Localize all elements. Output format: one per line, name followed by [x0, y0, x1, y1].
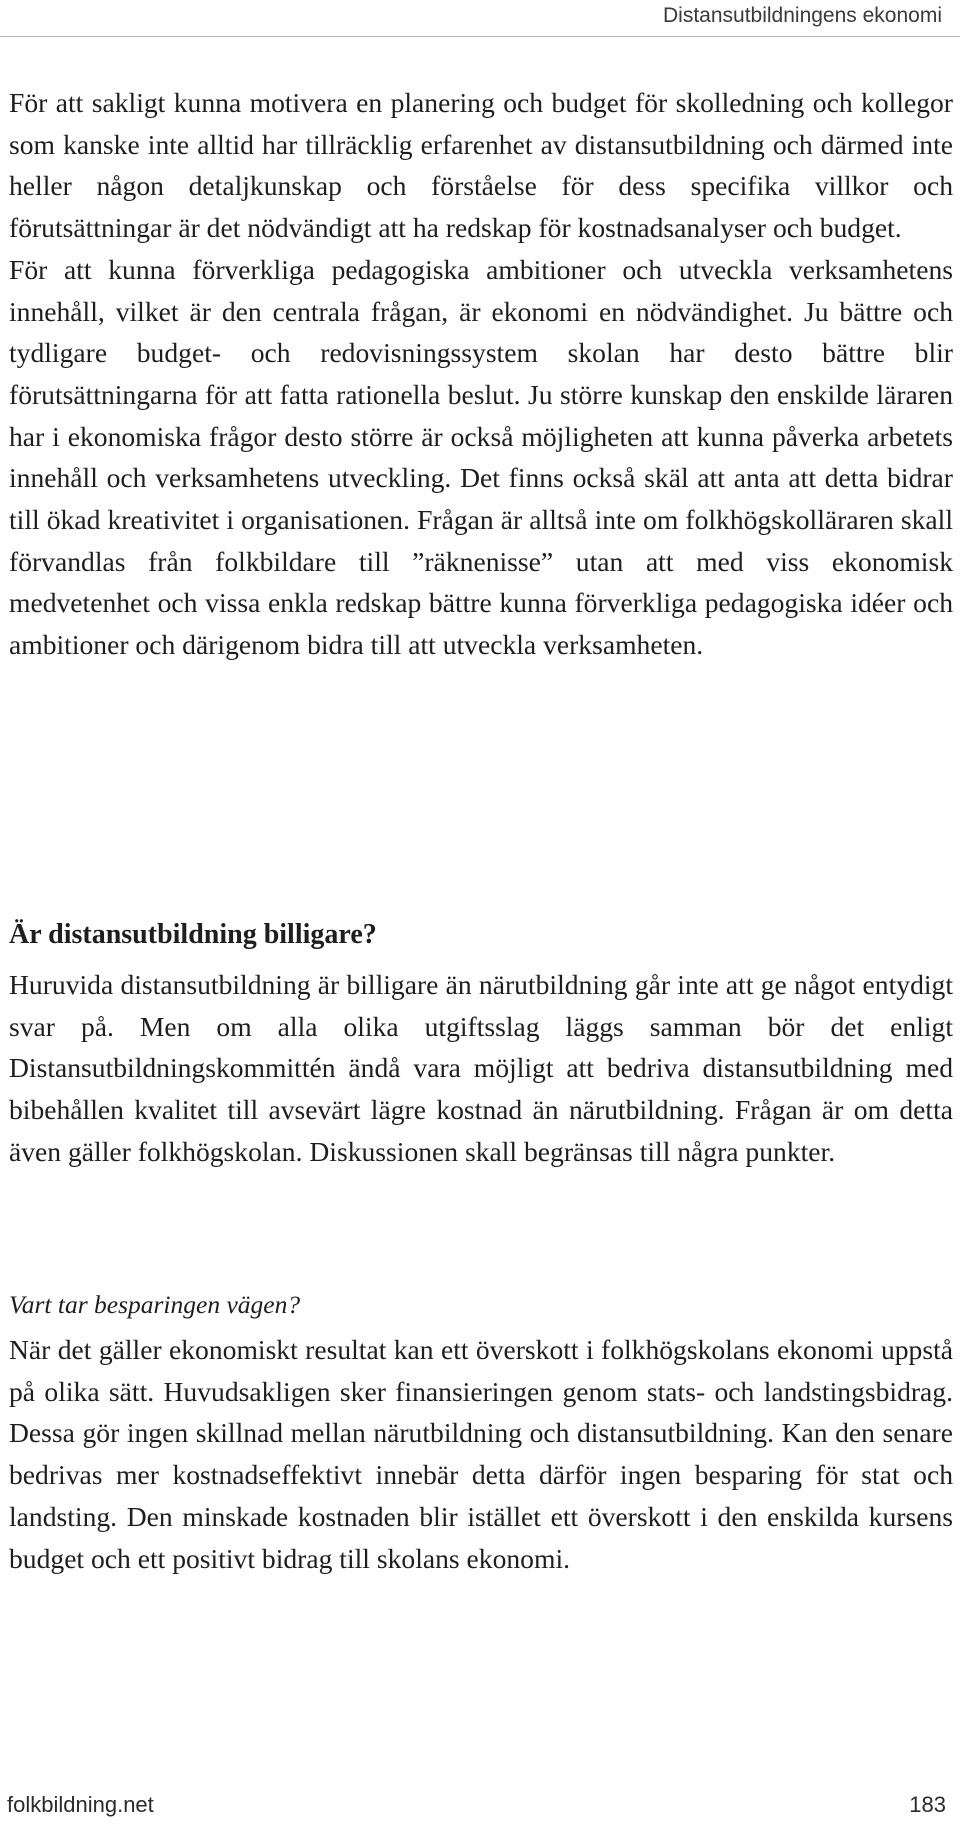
- page-number: 183: [909, 1792, 946, 1817]
- footer-site-link[interactable]: folkbildning.net: [7, 1792, 154, 1817]
- section-heading: Är distansutbildning billigare?: [9, 919, 377, 950]
- intro-paragraph-2: För att kunna förverkliga pedagogiska ambitioner och utveckla verksamhetens innehåll, vilket är den centrala frågan, är ekonomi en nödvändighet. Ju bättre och tydligare budget- och redovisningssystem skolan har desto bättre blir förutsättningarna för att fatta rationella beslut. Ju större kunskap den enskilde läraren har i ekonomiska frågor desto större är också möjligheten att kunna påverka arbetets innehåll och verksamhetens utveckling. Det finns också skäl att anta att detta bidrar till ökad kreativitet i organisationen. Frågan är alltså inte om folkhögskolläraren skall förvandlas från folkbildare till ”räknenisse” utan att med viss ekonomisk medvetenhet och vissa enkla redskap bättre kunna förverkliga pedagogiska idéer och ambitioner och därigenom bidra till att utveckla verksamheten.: [9, 253, 953, 661]
- subsection-paragraph: När det gäller ekonomiskt resultat kan ett överskott i folkhögskolans ekonomi uppstå på olika sätt. Huvudsakligen sker finansieringen genom stats- och landstingsbidrag. Dessa gör ingen skillnad mellan närutbildning och distansutbildning. Kan den senare bedrivas mer kostnadseffektivt innebär detta därför ingen besparing för stat och landsting. Den minskade kostnaden blir istället ett överskott i den enskilda kursens budget och ett positivt bidrag till skolans ekonomi.: [9, 1334, 953, 1574]
- intro-text: [9, 82, 953, 666]
- subsection-heading: Vart tar besparingen vägen?: [9, 1290, 301, 1319]
- running-title: Distansutbildningens ekonomi: [663, 4, 942, 27]
- intro-paragraph-1: För att sakligt kunna motivera en planering och budget för skolledning och kollegor som kanske inte alltid har tillräcklig erfarenhet av distansutbildning och därmed inte heller någon detaljkunskap och förståelse för dess specifika villkor och förutsättningar är det nödvändigt att ha redskap för kostnadsanalyser och budget.: [9, 87, 953, 244]
- running-header: [0, 0, 960, 37]
- section-paragraph: Huruvida distansutbildning är billigare än närutbildning går inte att ge något entydigt svar på. Men om alla olika utgiftsslag läggs samman bör det enligt Distansutbildningskommittén ändå vara möjligt att bedriva distansutbildning med bibehållen kvalitet till avsevärt lägre kostnad än närutbildning. Frågan är om detta även gäller folkhögskolan. Diskussionen skall begränsas till några punkter.: [9, 969, 953, 1167]
- page-footer: [0, 1792, 960, 1826]
